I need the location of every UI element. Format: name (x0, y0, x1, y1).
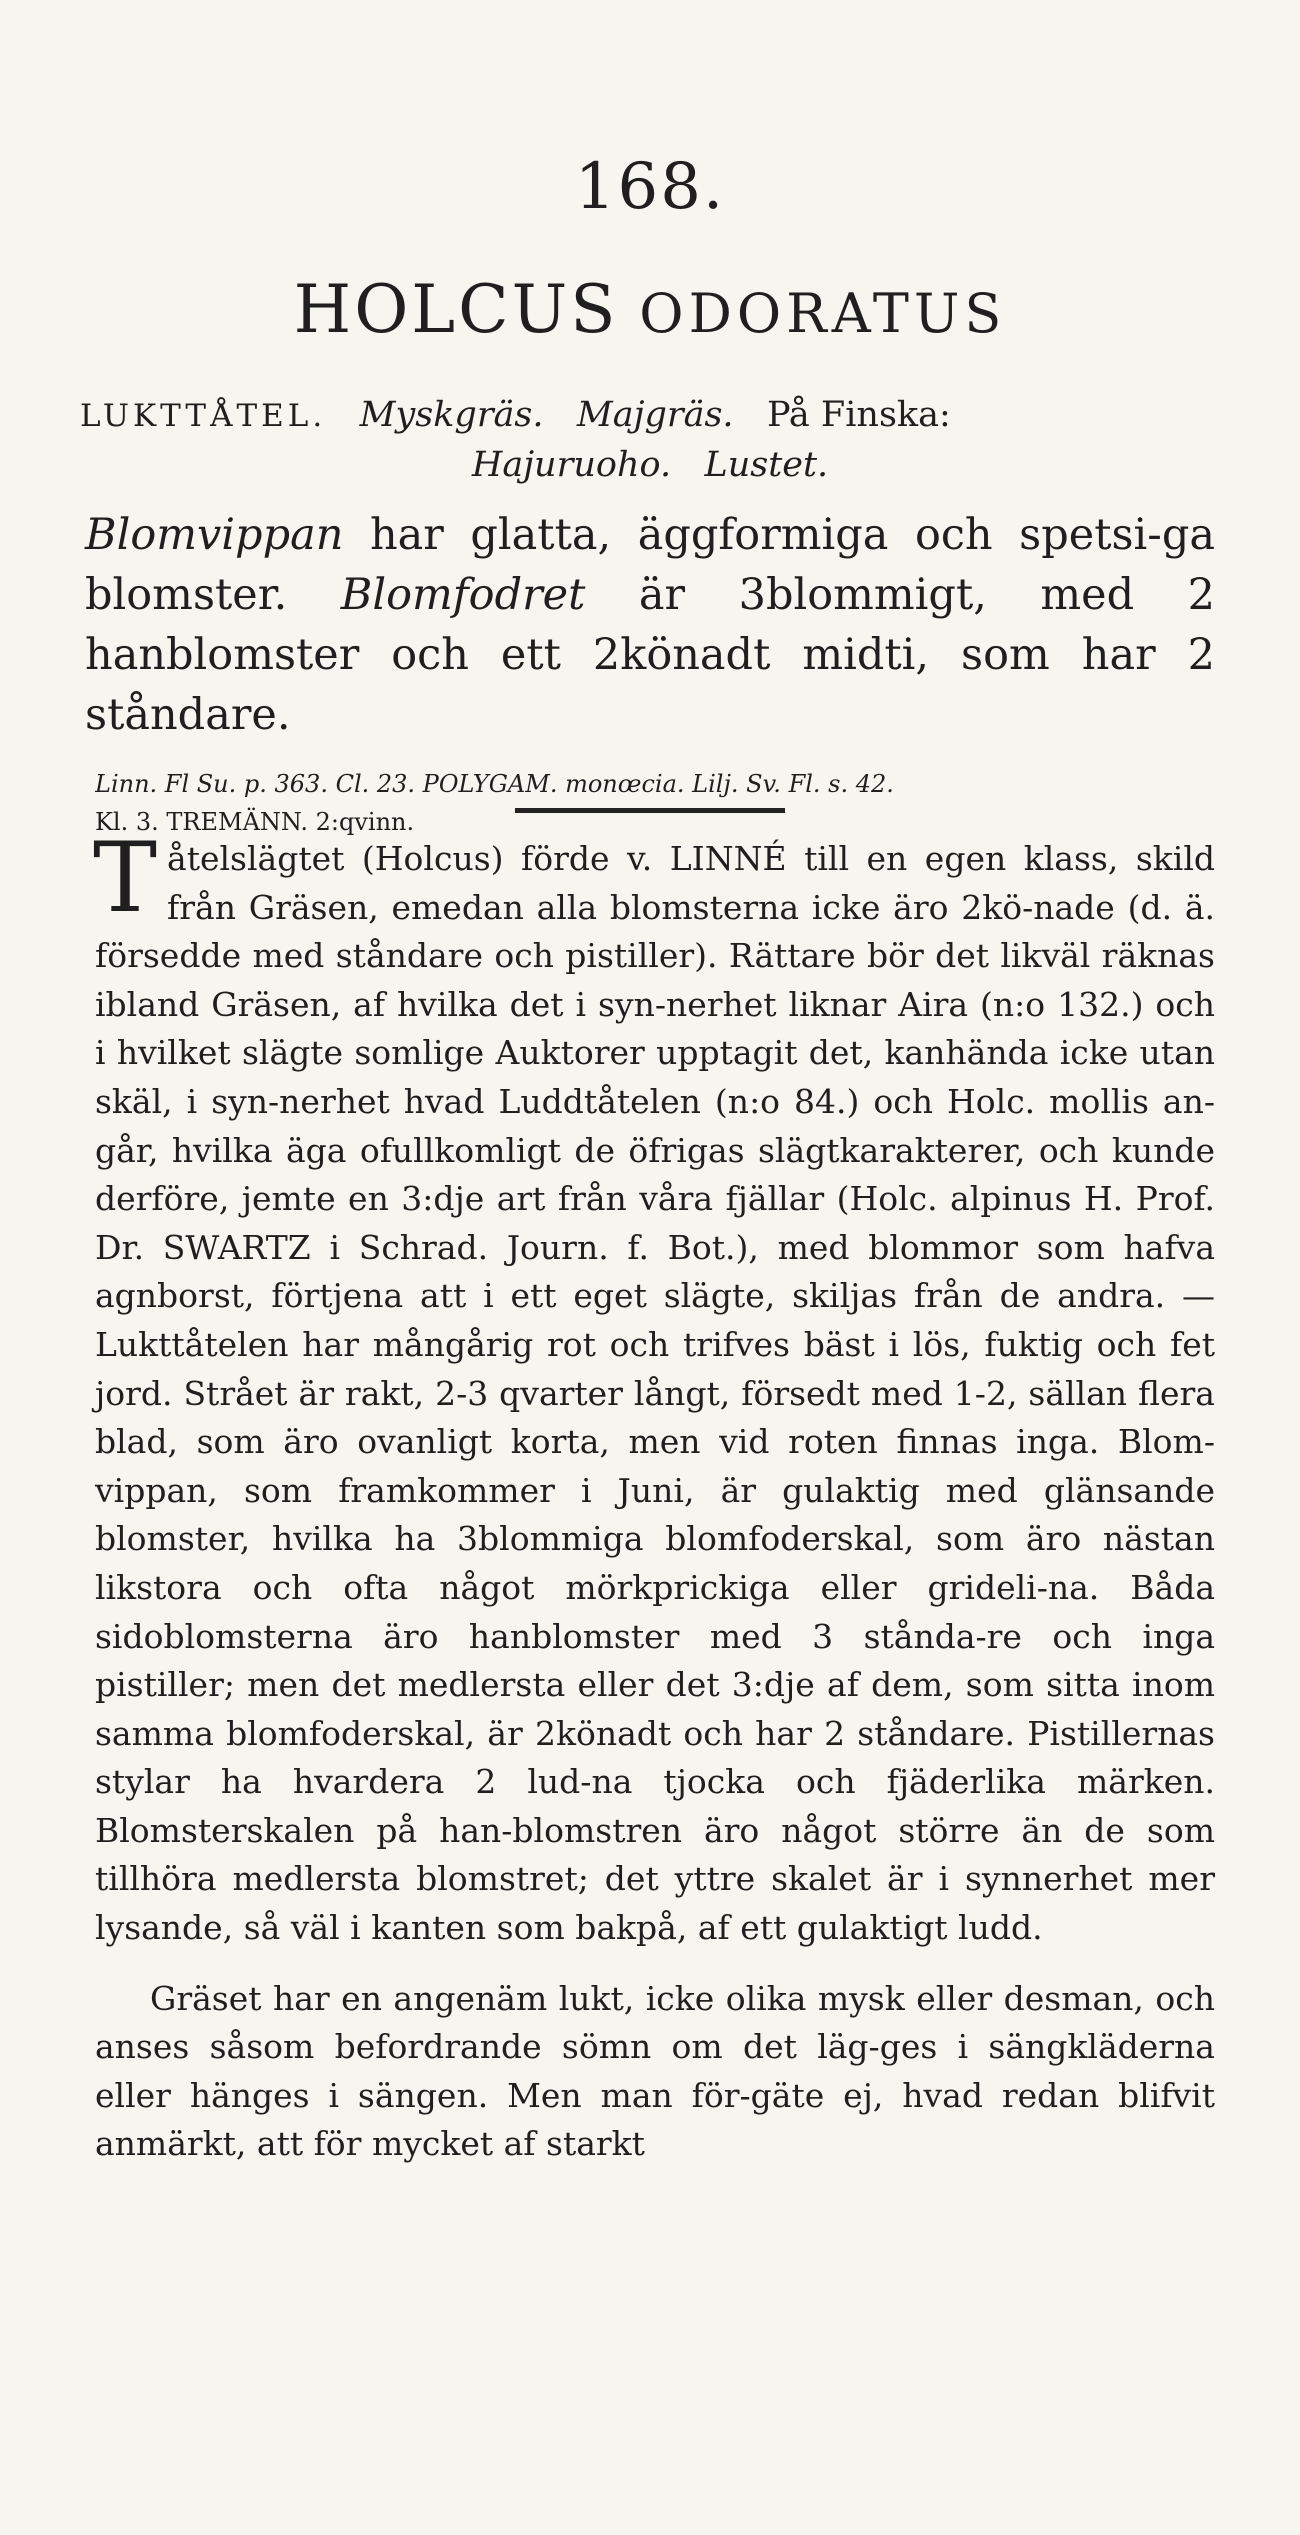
swedish-name-1: Myskgräs. (359, 395, 544, 435)
species-title (0, 271, 1300, 349)
description-term-1: Blomvippan (85, 510, 344, 560)
paragraph-1: åtelslägtet (Holcus) förde v. LINNÉ till en egen klass, skild från Gräsen, emedan alla blomsterna icke äro 2kö-nade (d. ä. försedde med ståndare och pistiller). Rättare bör det likväl räknas ibland Gräsen, af hvilka det i syn-nerhet liknar Aira (n:o 132.) och i hvilket slägte somlige Auktorer upptagit det, kanhända icke utan skäl, i syn-nerhet hvad Luddtåtelen (n:o 84.) och Holc. mollis an-går, hvilka äga ofullkomligt de öfrigas slägtkarakterer, och kunde derföre, jemte en 3:dje art från våra fjällar (Holc. alpinus H. Prof. Dr. SWARTZ i Schrad. Journ. f. Bot.), med blommor som hafva agnborst, förtjena att i ett eget slägte, skiljas från de andra. — Lukttåtelen har mångårig rot och trifves bäst i lös, fuktig och fet jord. Strået är rakt, 2-3 qvarter långt, försedt med 1-2, sällan flera blad, som äro ovanligt korta, men vid roten finnas inga. Blom-vippan, som framkommer i Juni, är gulaktig med glänsande blomster, hvilka ha 3blommiga blomfoderskal, som äro nästan likstora och ofta något mörkprickiga eller grideli-na. Båda sidoblomsterna äro hanblomster med 3 stånda-re och inga pistiller; men det medlersta eller det 3:dje af dem, som sitta inom samma blomfoderskal, är 2könadt och har 2 ståndare. Pistillernas stylar ha hvardera 2 lud-na tjocka och fjäderlika märken. Blomsterskalen på han-blomstren äro något större än de som tillhöra medlersta blomstret; det yttre skalet är i synnerhet mer lysande, så väl i kanten som bakpå, af ett gulaktigt ludd. (95, 839, 1215, 1948)
finnish-label: På Finska: (766, 395, 951, 435)
paragraph-2: Gräset har en angenäm lukt, icke olika mysk eller desman, och anses såsom befordrande sömn om det läg-ges i sängkläderna eller hänges i sängen. Men man för-gäte ej, hvad redan blifvit anmärkt, att för mycket af starkt (95, 1978, 1215, 2164)
common-names-line (70, 390, 1240, 441)
finnish-name-1: Hajuruoho. (471, 445, 672, 485)
reference-line-2: Kl. 3. TREMÄNN. 2:qvinn. (95, 808, 415, 836)
page-number: 168. (574, 150, 726, 224)
swedish-name-2: Majgräs. (576, 395, 734, 435)
finnish-name-2: Lustet. (704, 445, 829, 485)
reference-line-1: Linn. Fl Su. p. 363. Cl. 23. POLYGAM. monœcia. Lilj. Sv. Fl. s. 42. (95, 770, 894, 798)
common-name-label: LUKTTÅTEL. (80, 398, 327, 434)
botanical-description (85, 505, 1215, 745)
finnish-names-line (70, 440, 1230, 490)
description-text-1: har glatta, äggformiga och spetsi-ga blomster. (85, 510, 1215, 620)
genus-name: HOLCUS (293, 271, 619, 348)
literature-references (95, 765, 1220, 841)
description-text-2: är 3blommigt, med 2 hanblomster och ett 2könadt midti, som har 2 ståndare. (85, 570, 1215, 740)
species-epithet: ODORATUS (639, 282, 1007, 345)
description-term-2: Blomfodret (340, 570, 586, 620)
drop-cap: T (93, 822, 158, 934)
section-divider (515, 808, 785, 813)
